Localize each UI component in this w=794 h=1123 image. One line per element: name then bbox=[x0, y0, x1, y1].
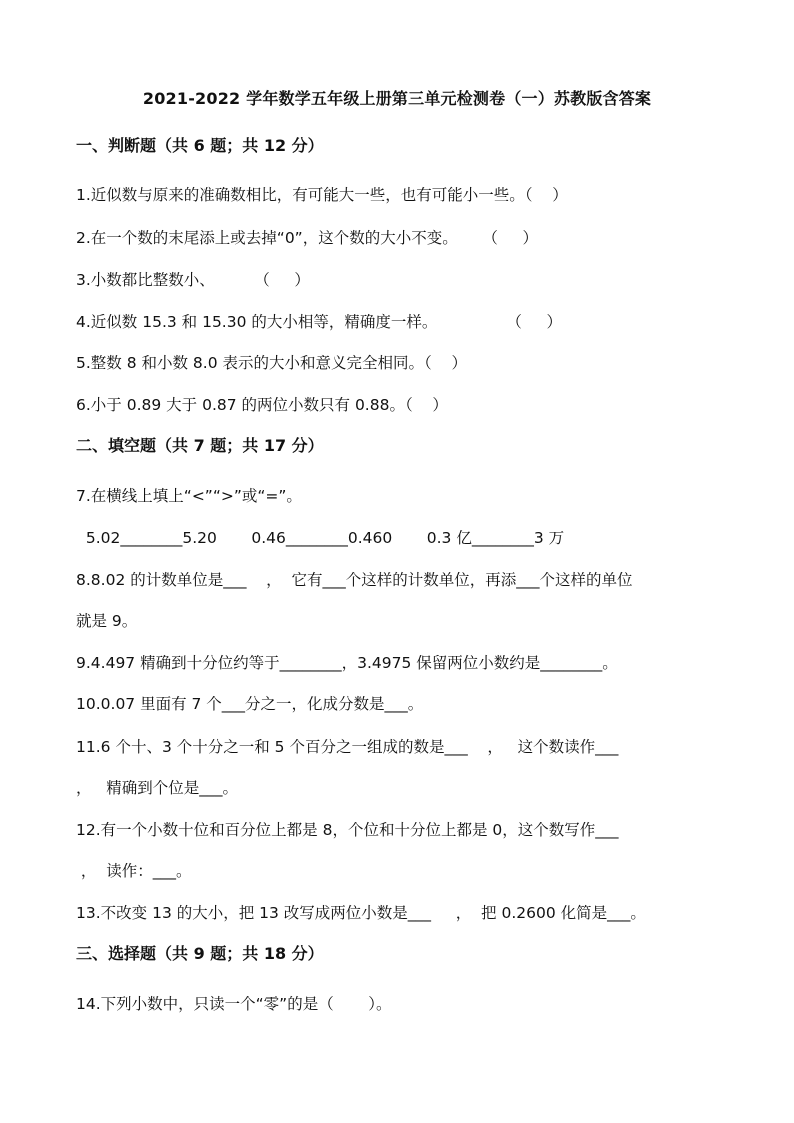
question-1: 1.近似数与原来的准确数相比，有可能大一些，也有可能小一些。（ ） bbox=[76, 186, 568, 204]
question-7: 7.在横线上填上“<”“>”或“=”。 bbox=[76, 487, 302, 505]
question-9: 9.4.497 精确到十分位约等于________，3.4975 保留两位小数约是________。 bbox=[76, 654, 618, 672]
question-11: 11.6 个十、3 个十分之一和 5 个百分之一组成的数是___ ， 这个数读作___ bbox=[76, 738, 619, 756]
question-11-continued: ， 精确到个位是___。 bbox=[76, 779, 239, 797]
question-12: 12.有一个小数十位和百分位上都是 8，个位和十分位上都是 0，这个数写作___ bbox=[76, 821, 619, 839]
question-8: 8.8.02 的计数单位是___ ， 它有___个这样的计数单位，再添___个这样的单位 bbox=[76, 571, 633, 589]
question-8-continued: 就是 9。 bbox=[76, 612, 138, 630]
question-2: 2.在一个数的末尾添上或去掉“0”，这个数的大小不变。 （ ） bbox=[76, 229, 538, 247]
section-heading-fill-in: 二、填空题（共 7 题；共 17 分） bbox=[76, 436, 324, 455]
page-title: 2021-2022 学年数学五年级上册第三单元检测卷（一）苏教版含答案 bbox=[142, 89, 652, 108]
question-13: 13.不改变 13 的大小，把 13 改写成两位小数是___ ， 把 0.2600 化简是___。 bbox=[76, 904, 646, 922]
question-6: 6.小于 0.89 大于 0.87 的两位小数只有 0.88。（ ） bbox=[76, 396, 448, 414]
question-12-continued: ， 读作：___。 bbox=[76, 862, 192, 880]
question-10: 10.0.07 里面有 7 个___分之一，化成分数是___。 bbox=[76, 695, 424, 713]
question-5: 5.整数 8 和小数 8.0 表示的大小和意义完全相同。（ ） bbox=[76, 354, 467, 372]
question-7-items: 5.02________5.20 0.46________0.460 0.3 亿________3 万 bbox=[76, 529, 565, 547]
question-3: 3.小数都比整数小、 （ ） bbox=[76, 271, 310, 289]
question-14: 14.下列小数中，只读一个“零”的是（ ）。 bbox=[76, 995, 392, 1013]
section-heading-judgment: 一、判断题（共 6 题；共 12 分） bbox=[76, 136, 324, 155]
question-4: 4.近似数 15.3 和 15.30 的大小相等，精确度一样。 （ ） bbox=[76, 313, 562, 331]
section-heading-choice: 三、选择题（共 9 题；共 18 分） bbox=[76, 944, 324, 963]
